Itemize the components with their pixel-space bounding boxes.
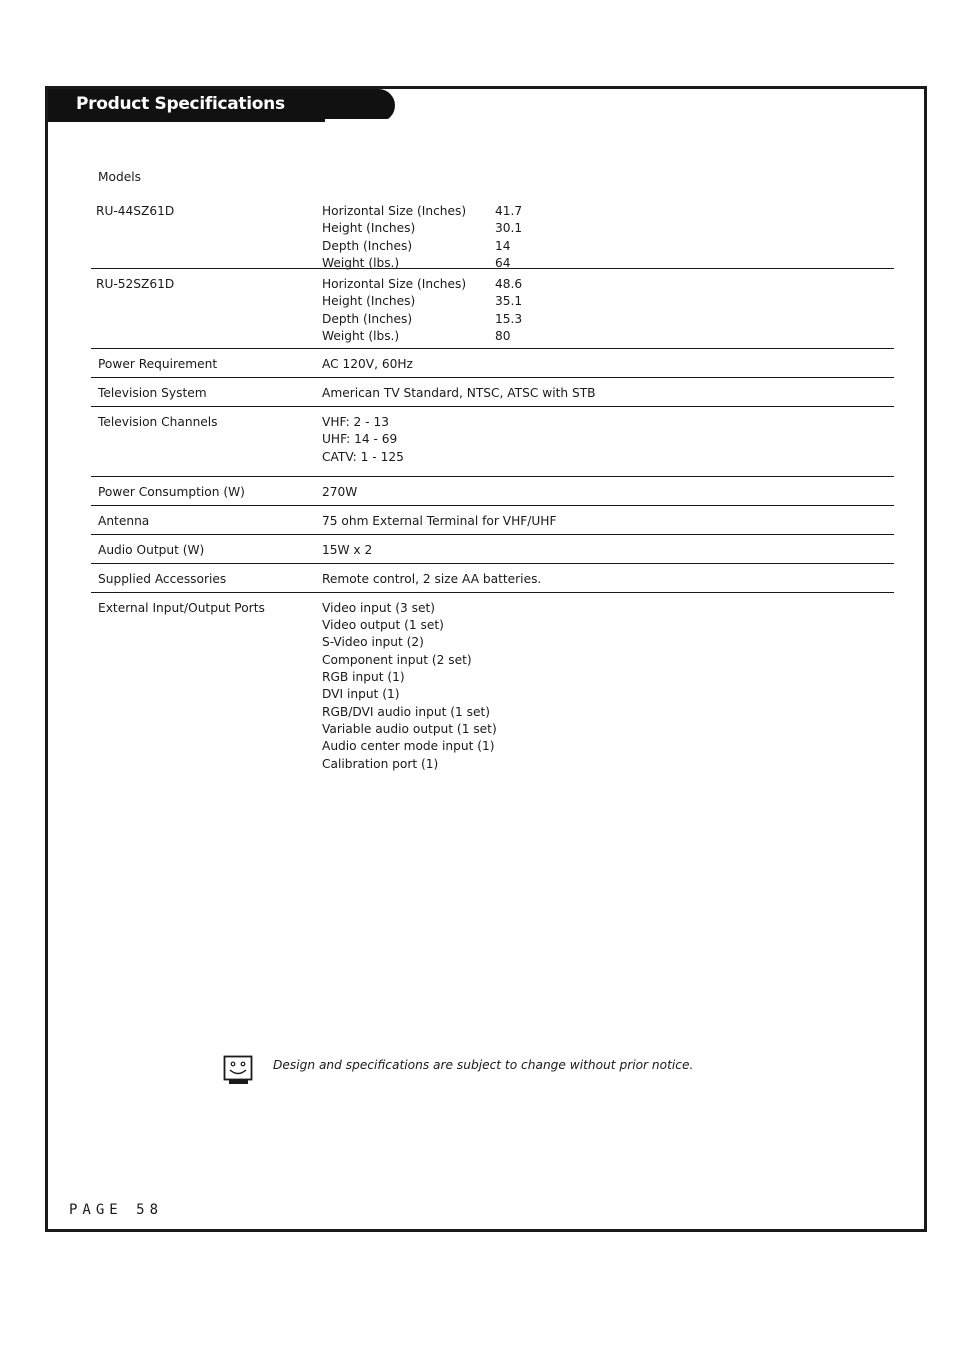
spec-row	[91, 535, 894, 564]
title-banner-notch	[325, 119, 395, 124]
dimension-line	[322, 311, 522, 328]
dimension-label: Depth (Inches)	[322, 311, 413, 326]
dimension-label: Weight (lbs.)	[322, 255, 400, 270]
spec-value	[322, 484, 357, 501]
spec-value	[322, 600, 497, 773]
spec-value	[322, 414, 404, 466]
models-heading: Models	[98, 170, 141, 184]
spec-row	[91, 477, 894, 506]
spec-label: Power Consumption (W)	[98, 484, 245, 499]
spec-value	[322, 356, 413, 373]
spec-value-line: UHF: 14 - 69	[322, 432, 398, 447]
spec-value-line: AC 120V, 60Hz	[322, 357, 413, 371]
spec-value-line: 75 ohm External Terminal for VHF/UHF	[322, 513, 557, 528]
spec-value-line: S-Video input (2)	[322, 635, 424, 650]
dimension-line	[322, 220, 522, 237]
smiley-tv-icon	[223, 1055, 253, 1085]
spec-value-line: DVI input (1)	[322, 687, 400, 702]
model-dimensions	[322, 276, 522, 345]
spec-value-line: CATV: 1 - 125	[322, 449, 404, 464]
spec-row	[91, 407, 894, 477]
page-number: PAGE 58	[69, 1202, 164, 1218]
spec-value	[322, 542, 372, 559]
dimension-value: 15.3	[495, 311, 523, 326]
dimension-line	[322, 203, 522, 220]
model-row	[91, 269, 894, 349]
dimension-value: 41.7	[495, 204, 523, 218]
dimension-label: Height (Inches)	[322, 294, 416, 309]
dimension-label: Horizontal Size (Inches)	[322, 277, 467, 291]
page-frame	[45, 86, 927, 1232]
spec-row	[91, 349, 894, 378]
spec-row	[91, 378, 894, 407]
spec-label: Television System	[98, 386, 207, 400]
dimension-label: Horizontal Size (Inches)	[322, 204, 467, 218]
dimension-value: 48.6	[495, 277, 523, 291]
dimension-value: 35.1	[495, 294, 523, 309]
spec-value-line: Audio center mode input (1)	[322, 739, 495, 754]
dimension-label: Weight (lbs.)	[322, 328, 400, 343]
spec-label: Television Channels	[98, 415, 218, 429]
spec-value-line: Video input (3 set)	[322, 600, 436, 615]
spec-value	[322, 513, 556, 530]
spec-label: External Input/Output Ports	[98, 600, 265, 615]
spec-label: Antenna	[98, 513, 150, 528]
dimension-label: Height (Inches)	[322, 221, 416, 236]
spec-row	[91, 593, 894, 784]
spec-value	[322, 571, 541, 588]
spec-value-line: RGB input (1)	[322, 670, 405, 685]
dimension-label: Depth (Inches)	[322, 238, 413, 253]
spec-value-line: Calibration port (1)	[322, 756, 439, 771]
dimension-value: 30.1	[495, 221, 523, 236]
spec-value-line: 15W x 2	[322, 542, 373, 557]
dimension-line	[322, 238, 522, 255]
dimension-line	[322, 293, 522, 310]
model-row	[91, 203, 894, 269]
spec-row	[91, 506, 894, 535]
spec-label: Power Requirement	[98, 357, 218, 371]
spec-value-line: Variable audio output (1 set)	[322, 721, 497, 736]
spec-value-line: RGB/DVI audio input (1 set)	[322, 704, 490, 719]
title-banner	[48, 89, 395, 122]
models-list	[91, 203, 894, 349]
spec-label: Supplied Accessories	[98, 571, 227, 586]
page-title: Product Specifications	[76, 94, 285, 114]
spec-row	[91, 564, 894, 593]
spec-value	[322, 385, 596, 402]
dimension-value: 64	[495, 255, 511, 270]
spec-value-line: Component input (2 set)	[322, 652, 472, 667]
specs-list	[91, 349, 894, 784]
notice-text: Design and specifications are subject to change without prior notice.	[273, 1058, 694, 1072]
spec-label: Audio Output (W)	[98, 542, 205, 557]
spec-value-line: American TV Standard, NTSC, ATSC with STB	[322, 386, 596, 400]
model-name: RU-52SZ61D	[96, 277, 175, 291]
spec-value-line: Video output (1 set)	[322, 618, 444, 633]
spec-table	[91, 169, 894, 784]
models-heading-row	[91, 169, 894, 203]
model-dimensions	[322, 203, 522, 272]
spec-value-line: VHF: 2 - 13	[322, 415, 389, 429]
spec-value-line: Remote control, 2 size AA batteries.	[322, 571, 542, 586]
dimension-line	[322, 276, 522, 293]
dimension-value: 80	[495, 328, 511, 343]
dimension-line	[322, 328, 522, 345]
spec-notice	[223, 1055, 823, 1085]
spec-value-line: 270W	[322, 484, 358, 499]
dimension-value: 14	[495, 238, 511, 253]
model-name: RU-44SZ61D	[96, 204, 175, 218]
